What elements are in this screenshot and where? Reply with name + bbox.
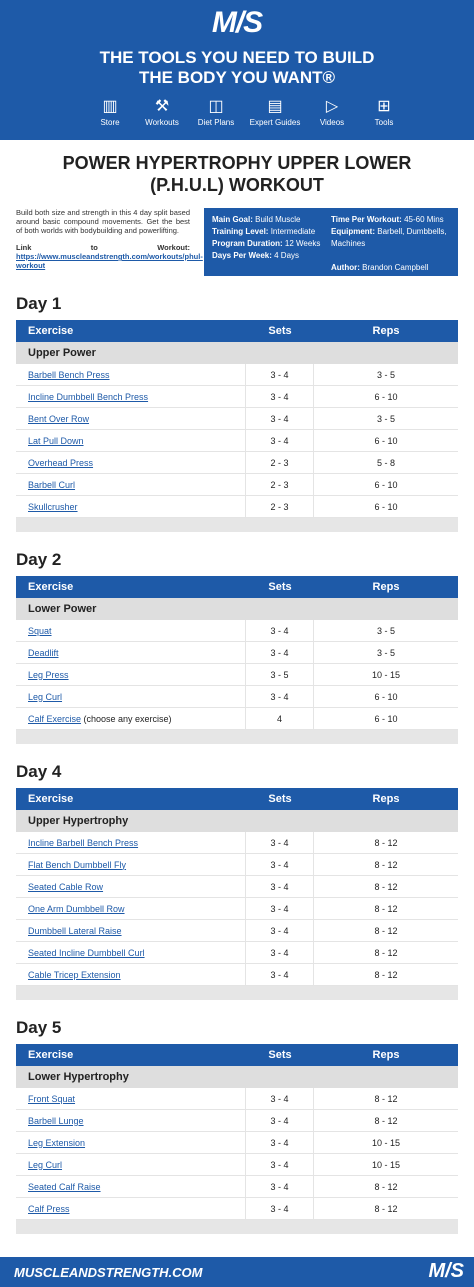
- exercise-cell: [16, 832, 246, 854]
- table-header: [16, 320, 458, 342]
- header-exercise: Exercise: [28, 325, 74, 337]
- day-title: Day 2: [16, 550, 62, 569]
- info-value: 45-60 Mins: [404, 215, 444, 224]
- exercise-link[interactable]: Calf Press: [28, 1203, 70, 1214]
- info-col-right: [331, 214, 450, 270]
- reps-cell: 8 - 12: [374, 969, 398, 980]
- title-line-1: POWER HYPERTROPHY UPPER LOWER: [62, 153, 412, 173]
- sets-cell: 2 - 3: [246, 452, 314, 474]
- reps-cell: 8 - 12: [374, 1203, 398, 1214]
- header-reps: Reps: [372, 793, 400, 805]
- table-subheading: Lower Hypertrophy: [16, 1066, 458, 1088]
- header-reps: Reps: [372, 1049, 400, 1061]
- footer-site-name[interactable]: MUSCLEANDSTRENGTH.COM: [14, 1265, 203, 1280]
- exercise-link[interactable]: Dumbbell Lateral Raise: [28, 925, 122, 936]
- exercise-link[interactable]: Flat Bench Dumbbell Fly: [28, 859, 127, 870]
- reps-cell: 6 - 10: [374, 435, 398, 446]
- table-row: [16, 898, 458, 920]
- reps-cell: 6 - 10: [374, 691, 398, 702]
- table-row: [16, 452, 458, 474]
- table-row: [16, 1110, 458, 1132]
- exercise-cell: [16, 408, 246, 430]
- exercise-link[interactable]: Leg Curl: [28, 1159, 63, 1170]
- info-value: Barbell, Dumbbells, Machines: [331, 227, 447, 248]
- brand-logo[interactable]: M/S: [211, 6, 263, 39]
- exercise-cell: [16, 364, 246, 386]
- tagline: [0, 48, 474, 88]
- exercise-cell: [16, 854, 246, 876]
- reps-cell: 8 - 12: [374, 903, 398, 914]
- exercise-cell: [16, 708, 246, 730]
- nav-label: Diet Plans: [197, 118, 235, 127]
- table-row: [16, 642, 458, 664]
- exercise-cell: [16, 1154, 246, 1176]
- exercise-link[interactable]: Seated Cable Row: [28, 881, 104, 892]
- table-row: [16, 1154, 458, 1176]
- play-icon: ▷: [325, 98, 339, 115]
- workout-table: [16, 320, 458, 532]
- exercise-link[interactable]: Bent Over Row: [28, 413, 90, 424]
- reps-cell: 6 - 10: [374, 501, 398, 512]
- exercise-cell: [16, 642, 246, 664]
- table-row: [16, 386, 458, 408]
- reps-cell: 10 - 15: [371, 1159, 401, 1170]
- info-value: Intermediate: [270, 227, 316, 236]
- sets-cell: 3 - 4: [246, 942, 314, 964]
- dumbbell-icon: ⚒: [154, 98, 170, 115]
- exercise-cell: [16, 920, 246, 942]
- reps-cell: 6 - 10: [374, 479, 398, 490]
- exercise-cell: [16, 430, 246, 452]
- table-row: [16, 496, 458, 518]
- sets-cell: 3 - 4: [246, 1110, 314, 1132]
- nav-item-store[interactable]: [86, 96, 134, 127]
- info-label: Program Duration:: [212, 239, 283, 248]
- table-row: [16, 1132, 458, 1154]
- link-label-text: Link to Workout:: [16, 243, 190, 252]
- table-row: [16, 408, 458, 430]
- exercise-cell: [16, 1176, 246, 1198]
- header-exercise: Exercise: [28, 581, 74, 593]
- info-days-per-week: [212, 250, 331, 262]
- footer-logo[interactable]: M/S: [428, 1260, 464, 1282]
- nav-item-videos[interactable]: [308, 96, 356, 127]
- reps-cell: 8 - 12: [374, 925, 398, 936]
- title-line-2: (P.H.U.L) WORKOUT: [150, 175, 324, 195]
- tagline-line-2: THE BODY YOU WANT®: [138, 68, 336, 87]
- exercise-cell: [16, 1132, 246, 1154]
- sets-cell: 3 - 4: [246, 1176, 314, 1198]
- sets-cell: 3 - 4: [246, 1198, 314, 1220]
- intro-text: [16, 208, 203, 276]
- reps-cell: 8 - 12: [374, 1181, 398, 1192]
- exercise-link[interactable]: Deadlift: [28, 647, 59, 658]
- table-row: [16, 708, 458, 730]
- table-row: [16, 1088, 458, 1110]
- exercise-cell: [16, 898, 246, 920]
- nav-label: Workouts: [145, 118, 179, 127]
- page-title: [0, 152, 474, 196]
- exercise-cell: [16, 964, 246, 986]
- tagline-line-1: THE TOOLS YOU NEED TO BUILD: [99, 48, 375, 67]
- sets-cell: 3 - 4: [246, 430, 314, 452]
- info-program-duration: [212, 238, 331, 250]
- food-container-icon: ◫: [208, 98, 224, 115]
- day-section: [0, 760, 474, 1000]
- day-title: Day 1: [16, 294, 62, 313]
- table-subheading: Upper Hypertrophy: [16, 810, 458, 832]
- sets-cell: 3 - 4: [246, 920, 314, 942]
- exercise-cell: [16, 686, 246, 708]
- table-subheading: Lower Power: [16, 598, 458, 620]
- workout-link[interactable]: https://www.muscleandstrength.com/workouts/phul-workout: [16, 252, 203, 270]
- info-col-left: [212, 214, 331, 270]
- header-reps: Reps: [372, 581, 400, 593]
- exercise-link[interactable]: Seated Calf Raise: [28, 1181, 101, 1192]
- exercise-link[interactable]: Lat Pull Down: [28, 435, 84, 446]
- workout-table: [16, 788, 458, 1000]
- info-value: 4 Days: [274, 251, 300, 260]
- info-label: Training Level:: [212, 227, 269, 236]
- exercise-cell: [16, 876, 246, 898]
- sets-cell: 3 - 4: [246, 1154, 314, 1176]
- reps-cell: 3 - 5: [376, 413, 395, 424]
- table-row: [16, 620, 458, 642]
- supplement-icon: ▥: [102, 98, 118, 115]
- exercise-link[interactable]: Calf Exercise: [28, 713, 82, 724]
- header-sets: Sets: [268, 325, 292, 337]
- exercise-link[interactable]: Leg Press: [28, 669, 69, 680]
- nav-item-workouts[interactable]: [138, 96, 186, 127]
- exercise-cell: [16, 474, 246, 496]
- workout-table: [16, 1044, 458, 1234]
- table-footer: [16, 986, 458, 1000]
- nav-item-tools[interactable]: [360, 96, 408, 127]
- sets-cell: 4: [246, 708, 314, 730]
- exercise-link[interactable]: Incline Barbell Bench Press: [28, 837, 139, 848]
- exercise-link[interactable]: Leg Extension: [28, 1137, 86, 1148]
- table-row: [16, 854, 458, 876]
- info-label: Main Goal:: [212, 215, 253, 224]
- info-author: [331, 262, 450, 274]
- exercise-note: (choose any exercise): [81, 713, 172, 724]
- exercise-link[interactable]: Barbell Curl: [28, 479, 76, 490]
- info-label: Author:: [331, 263, 360, 272]
- info-time-per-workout: [331, 214, 450, 226]
- header-banner: [0, 0, 474, 140]
- table-header: [16, 1044, 458, 1066]
- sets-cell: 3 - 4: [246, 364, 314, 386]
- sets-cell: 3 - 4: [246, 898, 314, 920]
- table-row: [16, 920, 458, 942]
- exercise-cell: [16, 452, 246, 474]
- sets-cell: 3 - 4: [246, 408, 314, 430]
- table-row: [16, 942, 458, 964]
- info-label: Days Per Week:: [212, 251, 272, 260]
- reps-cell: 8 - 12: [374, 859, 398, 870]
- info-label: Time Per Workout:: [331, 215, 402, 224]
- sets-cell: 3 - 5: [246, 664, 314, 686]
- table-header: [16, 788, 458, 810]
- table-subheading: Upper Power: [16, 342, 458, 364]
- table-row: [16, 1176, 458, 1198]
- header-sets: Sets: [268, 793, 292, 805]
- table-row: [16, 474, 458, 496]
- day-title: Day 4: [16, 762, 62, 781]
- sets-cell: 3 - 4: [246, 686, 314, 708]
- reps-cell: 5 - 8: [376, 457, 395, 468]
- reps-cell: 8 - 12: [374, 1093, 398, 1104]
- exercise-link[interactable]: Leg Curl: [28, 691, 63, 702]
- day-section: [0, 1016, 474, 1234]
- table-row: [16, 686, 458, 708]
- table-row: [16, 664, 458, 686]
- workout-table: [16, 576, 458, 744]
- reps-cell: 3 - 5: [376, 625, 395, 636]
- reps-cell: 8 - 12: [374, 837, 398, 848]
- header-sets: Sets: [268, 581, 292, 593]
- info-value: 12 Weeks: [284, 239, 321, 248]
- exercise-cell: [16, 620, 246, 642]
- table-row: [16, 1198, 458, 1220]
- exercise-cell: [16, 496, 246, 518]
- exercise-link[interactable]: Squat: [28, 625, 52, 636]
- sets-cell: 3 - 4: [246, 854, 314, 876]
- table-footer: [16, 730, 458, 744]
- exercise-link[interactable]: Front Squat: [28, 1093, 76, 1104]
- info-equipment: [331, 226, 450, 250]
- intro-description: Build both size and strength in this 4 day split based around basic compound movements. Get the best of both worlds with bodybuilding and powerlifting.: [16, 208, 190, 235]
- sets-cell: 2 - 3: [246, 496, 314, 518]
- header-exercise: Exercise: [28, 793, 74, 805]
- exercise-link[interactable]: Incline Dumbbell Bench Press: [28, 391, 149, 402]
- reps-cell: 8 - 12: [374, 947, 398, 958]
- exercise-cell: [16, 942, 246, 964]
- exercise-cell: [16, 386, 246, 408]
- exercise-link[interactable]: Cable Tricep Extension: [28, 969, 121, 980]
- header-exercise: Exercise: [28, 1049, 74, 1061]
- info-label: Equipment:: [331, 227, 375, 236]
- calculator-icon: ⊞: [377, 98, 391, 115]
- footer: [0, 1257, 474, 1287]
- nav-item-diet-plans[interactable]: [190, 96, 242, 127]
- sets-cell: 3 - 4: [246, 620, 314, 642]
- info-value: Brandon Campbell: [362, 263, 429, 272]
- sets-cell: 3 - 4: [246, 964, 314, 986]
- reps-cell: 3 - 5: [376, 369, 395, 380]
- table-row: [16, 964, 458, 986]
- header-reps: Reps: [372, 325, 400, 337]
- table-footer: [16, 1220, 458, 1234]
- sets-cell: 3 - 4: [246, 642, 314, 664]
- table-row: [16, 832, 458, 854]
- exercise-cell: [16, 1088, 246, 1110]
- day-title: Day 5: [16, 1018, 62, 1037]
- nav-item-expert-guides[interactable]: [246, 96, 304, 127]
- header-sets: Sets: [268, 1049, 292, 1061]
- table-footer: [16, 518, 458, 532]
- nav-bar: [86, 96, 412, 127]
- table-row: [16, 430, 458, 452]
- intro-section: [0, 208, 474, 276]
- workout-link-label: [16, 243, 203, 270]
- sets-cell: 3 - 4: [246, 1132, 314, 1154]
- reps-cell: 10 - 15: [371, 669, 401, 680]
- table-row: [16, 876, 458, 898]
- sets-cell: 3 - 4: [246, 1088, 314, 1110]
- nav-label: Expert Guides: [249, 118, 301, 127]
- info-training-level: [212, 226, 331, 238]
- reps-cell: 3 - 5: [376, 647, 395, 658]
- sets-cell: 2 - 3: [246, 474, 314, 496]
- nav-label: Tools: [374, 118, 394, 127]
- exercise-link[interactable]: Seated Incline Dumbbell Curl: [28, 947, 145, 958]
- reps-cell: 8 - 12: [374, 1115, 398, 1126]
- exercise-cell: [16, 1198, 246, 1220]
- info-box: [204, 208, 458, 276]
- sets-cell: 3 - 4: [246, 386, 314, 408]
- exercise-cell: [16, 1110, 246, 1132]
- info-main-goal: [212, 214, 331, 226]
- sets-cell: 3 - 4: [246, 876, 314, 898]
- day-section: [0, 548, 474, 744]
- workout-days: [0, 292, 474, 1234]
- reps-cell: 6 - 10: [374, 713, 398, 724]
- day-section: [0, 292, 474, 532]
- guide-icon: ▤: [267, 98, 283, 115]
- reps-cell: 6 - 10: [374, 391, 398, 402]
- nav-label: Store: [100, 118, 120, 127]
- nav-label: Videos: [319, 118, 345, 127]
- exercise-link[interactable]: One Arm Dumbbell Row: [28, 903, 125, 914]
- sets-cell: 3 - 4: [246, 832, 314, 854]
- exercise-link[interactable]: Skullcrusher: [28, 501, 78, 512]
- exercise-link[interactable]: Overhead Press: [28, 457, 94, 468]
- exercise-link[interactable]: Barbell Bench Press: [28, 369, 110, 380]
- reps-cell: 8 - 12: [374, 881, 398, 892]
- reps-cell: 10 - 15: [371, 1137, 401, 1148]
- table-header: [16, 576, 458, 598]
- info-value: Build Muscle: [255, 215, 301, 224]
- table-row: [16, 364, 458, 386]
- exercise-cell: [16, 664, 246, 686]
- exercise-link[interactable]: Barbell Lunge: [28, 1115, 84, 1126]
